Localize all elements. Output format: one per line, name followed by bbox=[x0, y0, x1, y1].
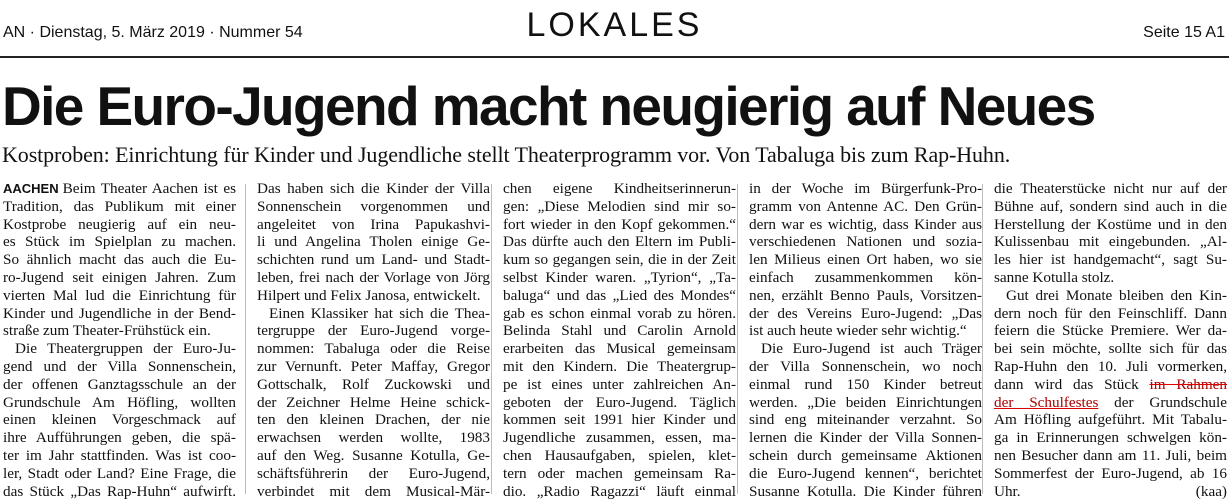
text-line: Sommerfest der Euro-Jugend, ab 16 bbox=[994, 464, 1227, 482]
text-line: straße zum Theater-Frühstück ein. bbox=[3, 322, 211, 340]
text-line: dern noch für den Feinschliff. Dann bbox=[994, 304, 1227, 322]
column-divider bbox=[982, 184, 983, 494]
issue-info: AN · Dienstag, 5. März 2019 · Nummer 54 bbox=[3, 24, 303, 41]
article-subhead: Kostproben: Einrichtung für Kinder und Jugendliche stellt Theaterprogramm vor. Von Tabaluga bis zum Rap-Huhn. bbox=[2, 142, 1011, 167]
text-line: Das dürfte auch den Eltern im Publi- bbox=[503, 233, 736, 251]
struck-text: der Schulfestes bbox=[994, 393, 1099, 411]
text-line: erarbeiten das Musical gemeinsam bbox=[503, 340, 736, 358]
text-line: li und Angelina Tholen einige Ge- bbox=[257, 233, 490, 251]
text-line: nen Besucher dann am 11. Juli, beim bbox=[994, 446, 1227, 464]
text-line: leben, frei nach der Vorlage von Jörg bbox=[257, 268, 490, 286]
text-line: dio. „Radio Ragazzi“ läuft einmal bbox=[503, 482, 736, 500]
text-line: Gottschalk, Rolf Zuckowski und bbox=[257, 375, 490, 393]
text-line: auf den Weg. Susanne Kotulla, Ge- bbox=[257, 446, 490, 464]
article-column-3 bbox=[503, 180, 736, 500]
article-headline: Die Euro-Jugend macht neugierig auf Neues bbox=[2, 75, 1095, 137]
text-line: ist auch heute wieder sehr wichtig.“ bbox=[749, 322, 967, 340]
text-line: Hilpert und Felix Janosa, entwickelt. bbox=[257, 286, 481, 304]
text-line: pe ist eines unter zahlreichen An- bbox=[503, 375, 736, 393]
text-line: Die Theatergruppen der Euro-Ju- bbox=[15, 340, 236, 358]
dateline: AACHEN bbox=[3, 181, 59, 196]
text-line: angeleitet von Irina Papukashvi- bbox=[257, 215, 490, 233]
text-line: Herstellung der Kostüme und in den bbox=[994, 215, 1227, 233]
text-line: Belinda Stahl und Carolin Arnold bbox=[503, 322, 736, 340]
text-line: Rap-Huhn den 10. Juli vormerken, bbox=[994, 357, 1227, 375]
text-line: ihre Aufführungen geben, die spä- bbox=[3, 429, 236, 447]
text-line: dern war es wichtig, dass Kinder aus bbox=[749, 215, 982, 233]
text-line: Am Höfling aufgeführt. Mit Tabalu- bbox=[994, 411, 1227, 429]
text-line: ter im Jahr stattfinden. Was ist coo- bbox=[3, 446, 236, 464]
text-line: Gut drei Monate bleiben den Kin- bbox=[1006, 286, 1227, 304]
text-line: Tradition, das Publikum mit einer bbox=[3, 197, 236, 215]
text-line: sanne Kotulla stolz. bbox=[994, 268, 1115, 286]
text-line: der Villa Sonnenschein, wo noch bbox=[749, 357, 982, 375]
text-line: der Zeichner Helme Heine schick- bbox=[257, 393, 490, 411]
text-line: tergruppe der Euro-Jugend vorge- bbox=[257, 322, 490, 340]
text-line: schäftsführerin der Euro-Jugend, bbox=[257, 464, 490, 482]
text-line: gend und der Villa Sonnenschein, bbox=[3, 357, 236, 375]
text-line: werden. „Die beiden Einrichtungen bbox=[749, 393, 982, 411]
text-line: gab es schon einmal vorab zu hören. bbox=[503, 304, 736, 322]
text-line: schein durch gemeinsame Aktionen bbox=[749, 446, 982, 464]
text-line: Das haben sich die Kinder der Villa bbox=[257, 180, 490, 197]
closing-line bbox=[994, 483, 1227, 500]
text-line: vierten Mal lud die Einrichtung für bbox=[3, 286, 236, 304]
text-line: Sonnenschein vorgenommen und bbox=[257, 197, 490, 215]
text-line: geboten der Euro-Jugend. Täglich bbox=[503, 393, 736, 411]
text-line: ler, Stadt oder Land? Eine Frage, die bbox=[3, 464, 236, 482]
text-line: ro-Jugend seit einigen Jahren. Zum bbox=[3, 268, 236, 286]
text-line: baluga“ und das „Lied des Mondes“ bbox=[503, 286, 736, 304]
article-column-5 bbox=[994, 180, 1227, 500]
column-divider bbox=[245, 184, 246, 494]
page-header bbox=[0, 0, 1229, 62]
article-column-4 bbox=[749, 180, 982, 500]
text-line: So ähnlich macht das auch die Eu- bbox=[3, 251, 236, 269]
text-line: einmal rund 150 Kinder betreut bbox=[749, 375, 982, 393]
text-line: erwachsen werden wollte, 1983 bbox=[257, 429, 490, 447]
text-line: dann wird das Stück bbox=[994, 375, 1150, 393]
text-line: zur Vernunft. Peter Maffay, Gregor bbox=[257, 357, 490, 375]
text-line: bei sein möchte, sollte sich für das bbox=[994, 340, 1227, 358]
text-line: Bühne auf, sondern sind auch in die bbox=[994, 197, 1227, 215]
text-line: einfach zusammenkommen kön- bbox=[749, 268, 982, 286]
text-line: ga in Erinnerungen schwelgen kön- bbox=[994, 429, 1227, 447]
text-line: fort wieder in den Kopf gekommen.“ bbox=[503, 215, 736, 233]
text-line: es Stück im Spielplan zu machen. bbox=[3, 233, 236, 251]
text-line: die Euro-Jugend kennen“, berichtet bbox=[749, 464, 982, 482]
text-line: einen kleinen Vorgeschmack auf bbox=[3, 411, 236, 429]
text-line: lernen die Kinder der Villa Sonnen- bbox=[749, 429, 982, 447]
text-line: Susanne Kotulla. Die Kinder führen bbox=[749, 482, 982, 500]
text-line: kum so gegangen sein, die in der Zeit bbox=[503, 251, 736, 269]
text-line: gramm von Antenne AC. Den Grün- bbox=[749, 197, 982, 215]
text-line: Uhr. bbox=[994, 482, 1021, 500]
text-line: die Theaterstücke nicht nur auf der bbox=[994, 180, 1227, 197]
text-line: chen Hausaufgaben, spielen, klet- bbox=[503, 446, 736, 464]
text-line: Beim Theater Aachen ist es bbox=[62, 180, 236, 197]
struck-text: im Rahmen bbox=[1149, 375, 1227, 393]
text-line: len Milieus einen Ort haben, wo sie bbox=[749, 251, 982, 269]
text-line: sind eng miteinander verzahnt. So bbox=[749, 411, 982, 429]
text-line: tern oder machen gemeinsam Ra- bbox=[503, 464, 736, 482]
section-title: LOKALES bbox=[526, 6, 703, 44]
text-line: der des Vereins Euro-Jugend: „Das bbox=[749, 304, 982, 322]
column-divider bbox=[737, 184, 738, 494]
text-line: schichten rund um Land- und Stadt- bbox=[257, 251, 490, 269]
text-line: ten den kleinen Drachen, der nie bbox=[257, 411, 490, 429]
text-line: verbindet mit dem Musical-Mär- bbox=[257, 482, 490, 500]
text-line: Kostprobe neugierig auf ein neu- bbox=[3, 215, 236, 233]
header-rule bbox=[0, 56, 1229, 58]
text-line: Kulissenbau mit eingebunden. „Al- bbox=[994, 233, 1227, 251]
text-line: feiern die Stücke Premiere. Wer da- bbox=[994, 322, 1227, 340]
text-line: Jugendliche zusammen, essen, ma- bbox=[503, 429, 736, 447]
text-line: nommen: Tabaluga oder die Reise bbox=[257, 340, 490, 358]
text-line: mit den Kindern. Die Theatergrup- bbox=[503, 357, 736, 375]
text-line: der Grundschule bbox=[1098, 393, 1227, 411]
text-line: verschiedenen Nationen und sozia- bbox=[749, 233, 982, 251]
article-column-2 bbox=[257, 180, 490, 500]
text-line: kommen seit 1991 hier Kinder und bbox=[503, 411, 736, 429]
text-line: in der Woche im Bürgerfunk-Pro- bbox=[749, 180, 982, 197]
text-line: der offenen Ganztagsschule an der bbox=[3, 375, 236, 393]
text-line: selbst Kinder waren. „Tyrion“, „Ta- bbox=[503, 268, 736, 286]
text-line: das Stück „Das Rap-Huhn“ aufwirft. bbox=[3, 482, 236, 500]
author-initials: (kaa) bbox=[1195, 482, 1227, 500]
text-line: gen: „Diese Melodien sind mir so- bbox=[503, 197, 736, 215]
text-line: chen eigene Kindheitserinnerun- bbox=[503, 180, 736, 197]
text-line: Grundschule Am Höfling, wollten bbox=[3, 393, 236, 411]
column-divider bbox=[491, 184, 492, 494]
article-column-1 bbox=[3, 180, 236, 500]
text-line: les hier ist handgemacht“, sagt Su- bbox=[994, 251, 1227, 269]
text-line: Einen Klassiker hat sich die Thea- bbox=[269, 304, 490, 322]
text-line: Die Euro-Jugend ist auch Träger bbox=[761, 340, 982, 358]
text-line: nen, erzählt Benno Pauls, Vorsitzen- bbox=[749, 286, 982, 304]
page-number: Seite 15 A1 bbox=[1143, 24, 1225, 41]
text-line: Kinder und Jugendliche in der Bend- bbox=[3, 304, 236, 322]
